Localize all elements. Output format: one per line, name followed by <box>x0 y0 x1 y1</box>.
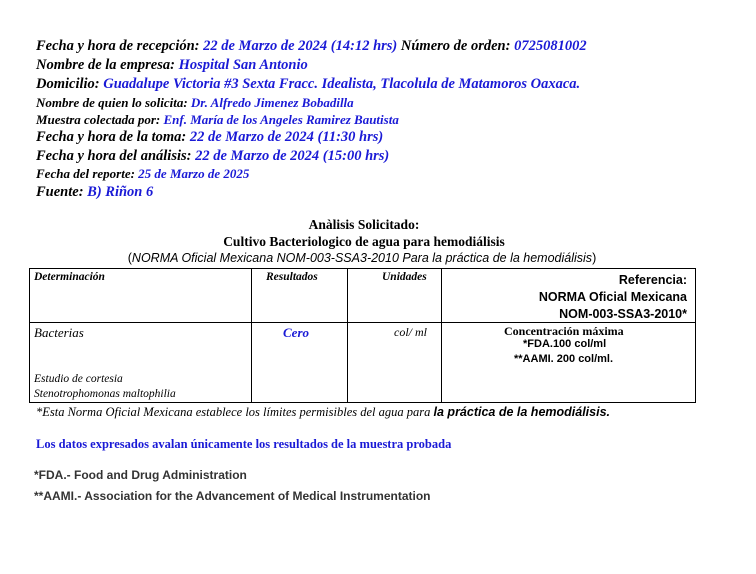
norm-text: NORMA Oficial Mexicana NOM-003-SSA3-2010 Para la práctica de la hemodiálisis <box>131 251 593 265</box>
address-line <box>36 76 580 93</box>
header-reference <box>539 272 687 323</box>
sampling-value: 22 de Marzo de 2024 (11:30 hrs) <box>189 129 384 145</box>
analysis-date-value: 22 de Marzo de 2024 (15:00 hrs) <box>195 148 390 164</box>
header-results: Resultados <box>266 271 318 283</box>
footnote-serif: *Esta Norma Oficial Mexicana establece los límites permisibles del agua para <box>36 405 434 419</box>
report-line <box>36 166 249 182</box>
determination-bacterias: Bacterias <box>34 325 84 340</box>
collector-label: Muestra colectada por: <box>36 112 161 127</box>
reference-max-title: Concentración máxima <box>504 324 624 338</box>
results-table <box>29 268 696 403</box>
norm-footnote <box>36 405 610 420</box>
source-label: Fuente: <box>36 184 84 200</box>
report-value: 25 de Marzo de 2025 <box>138 166 250 181</box>
fda-definition: *FDA.- Food and Drug Administration <box>34 468 247 482</box>
source-line <box>36 184 153 201</box>
column-divider <box>441 269 442 402</box>
sampling-line <box>36 129 383 146</box>
reception-label: Fecha y hora de recepción: <box>36 38 200 54</box>
requester-label: Nombre de quien lo solicita: <box>36 95 188 110</box>
reference-title: Referencia: <box>618 273 687 287</box>
analysis-subheading: Cultivo Bacteriologico de agua para hemodiálisis <box>223 234 505 249</box>
requester-value: Dr. Alfredo Jimenez Bobadilla <box>190 95 354 110</box>
norm-close-paren: ) <box>592 251 597 265</box>
address-value: Guadalupe Victoria #3 Sexta Fracc. Idealista, Tlacolula de Matamoros Oaxaca. <box>103 76 581 92</box>
norm-open-paren: ( <box>127 251 132 265</box>
report-label: Fecha del reporte: <box>36 166 135 181</box>
analysis-date-label: Fecha y hora del análisis: <box>36 148 192 164</box>
disclaimer: Los datos expresados avalan únicamente los resultados de la muestra probada <box>36 437 452 451</box>
analysis-date-line <box>36 148 389 165</box>
unit-value: col/ ml <box>394 325 427 339</box>
reference-line1: NORMA Oficial Mexicana <box>538 290 687 304</box>
source-value: B) Riñon 6 <box>87 184 154 200</box>
reception-line <box>36 38 587 55</box>
aami-definition: **AAMI.- Association for the Advancement of Medical Instrumentation <box>34 489 431 503</box>
header-units: Unidades <box>382 271 427 283</box>
collector-value: Enf. María de los Angeles Ramirez Bautista <box>163 112 399 127</box>
norm-reference <box>0 251 724 265</box>
order-label: Número de orden: <box>400 38 511 54</box>
courtesy-organism: Stenotrophomonas maltophilia <box>34 388 176 400</box>
address-label: Domicilio: <box>36 76 100 92</box>
reference-aami: **AAMI. 200 col/ml. <box>514 353 614 365</box>
header-determination: Determinación <box>34 271 105 283</box>
sampling-label: Fecha y hora de la toma: <box>36 129 187 145</box>
company-line <box>36 57 308 74</box>
result-value: Cero <box>283 325 309 340</box>
collector-line <box>36 112 399 128</box>
column-divider <box>347 269 348 402</box>
reference-line2: NOM-003-SSA3-2010* <box>559 307 687 321</box>
order-value: 0725081002 <box>514 38 587 54</box>
reference-fda: *FDA.100 col/ml <box>523 338 607 350</box>
courtesy-label: Estudio de cortesia <box>34 373 123 385</box>
company-label: Nombre de la empresa: <box>36 57 175 73</box>
analysis-heading: Anàlisis Solicitado: <box>308 217 420 232</box>
requester-line <box>36 95 354 111</box>
company-value: Hospital San Antonio <box>178 57 308 73</box>
column-divider <box>251 269 252 402</box>
footnote-sans: la práctica de la hemodiálisis. <box>433 405 610 419</box>
reception-value: 22 de Marzo de 2024 (14:12 hrs) <box>203 38 398 54</box>
